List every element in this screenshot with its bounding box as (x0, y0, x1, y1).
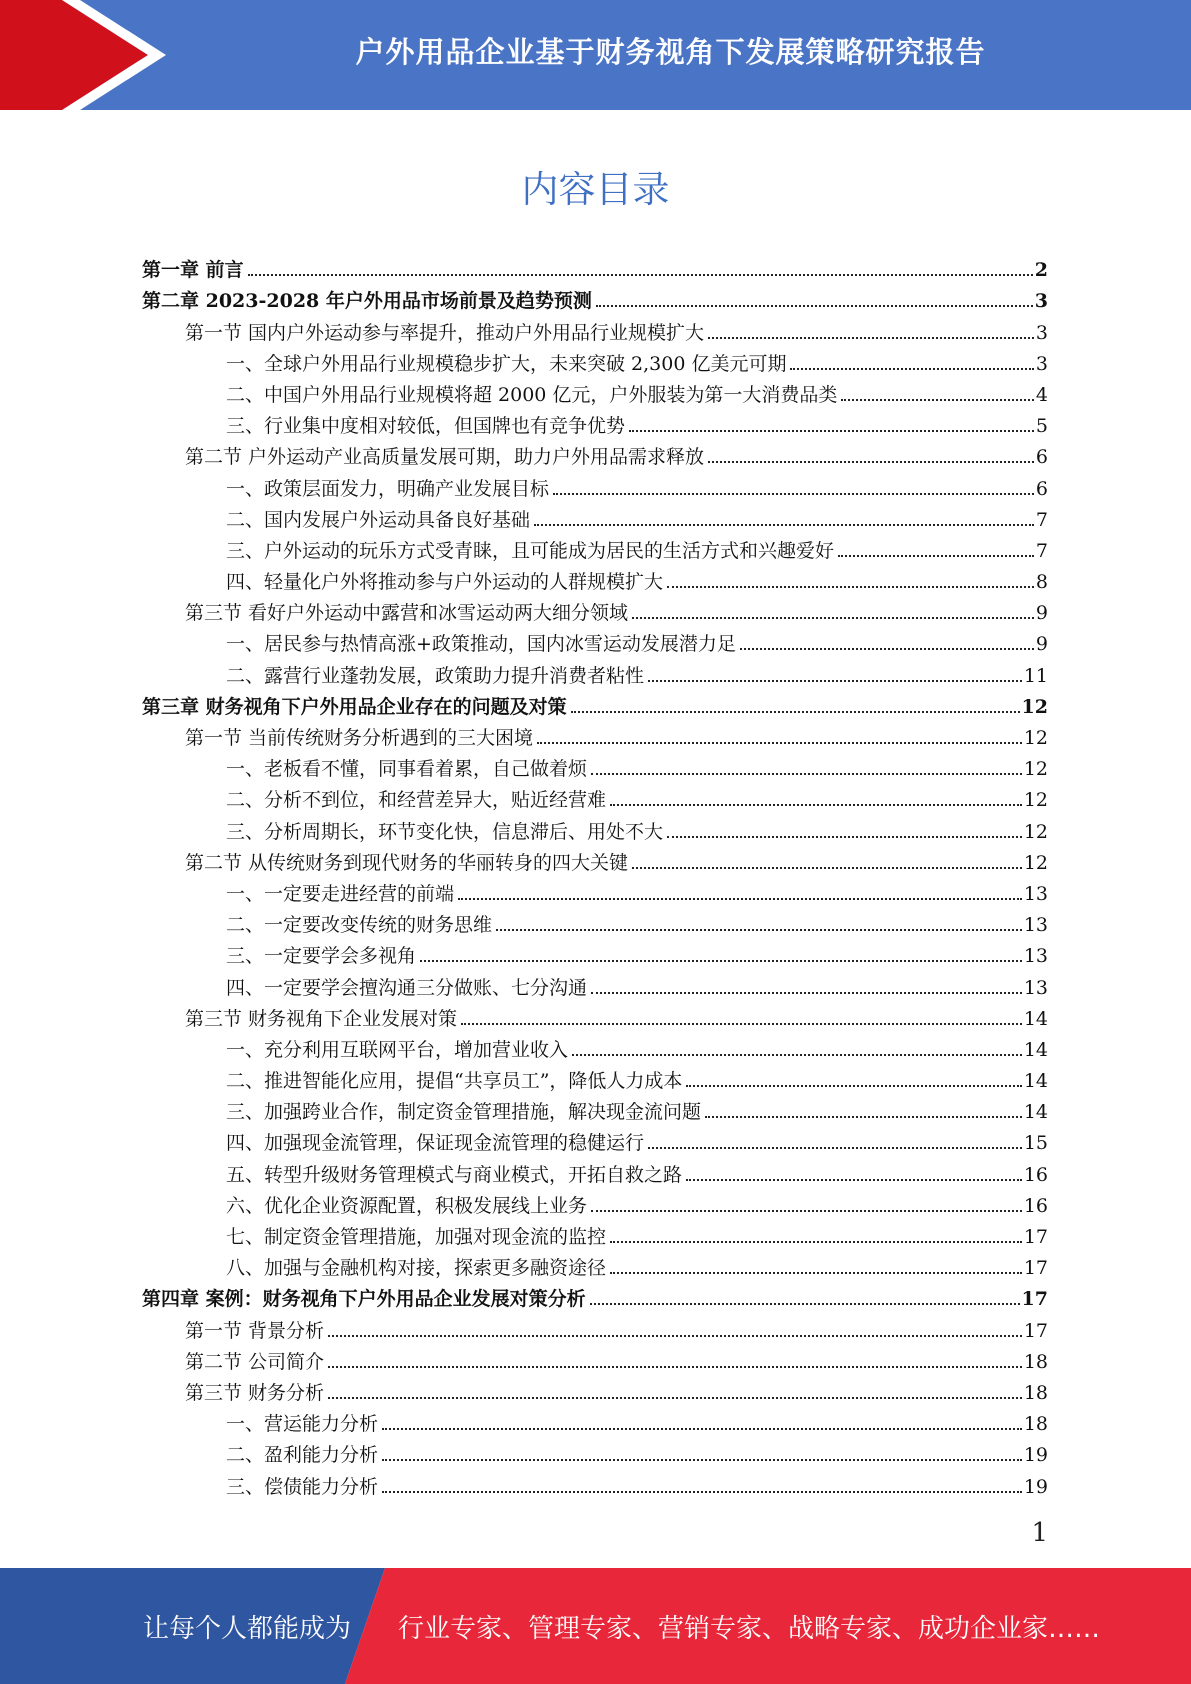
toc-leader-dots (629, 430, 1034, 432)
toc-leader-dots (708, 337, 1034, 339)
toc-leader-dots (708, 461, 1034, 463)
toc-leader-dots (610, 1241, 1022, 1243)
toc-leader-dots (667, 836, 1022, 838)
toc-entry-page: 5 (1035, 415, 1048, 438)
toc-entry-page: 13 (1023, 882, 1048, 905)
toc-entry-label: 六、优化企业资源配置，积极发展线上业务 (226, 1194, 588, 1217)
toc-leader-dots (591, 992, 1022, 994)
toc-entry-page: 11 (1023, 664, 1048, 687)
footer-banner (0, 1568, 1191, 1684)
toc-entry[interactable] (142, 1035, 1048, 1066)
toc-entry-label: 第一章 前言 (142, 259, 244, 282)
toc-entry-page: 18 (1023, 1381, 1048, 1404)
toc-leader-dots (648, 1147, 1022, 1149)
toc-entry-page: 3 (1035, 352, 1048, 375)
toc-leader-dots (382, 1459, 1022, 1461)
toc-entry[interactable] (142, 411, 1048, 442)
toc-entry-page: 16 (1023, 1194, 1048, 1217)
toc-entry[interactable] (142, 1097, 1048, 1128)
toc-entry[interactable] (142, 754, 1048, 785)
toc-entry-label: 三、行业集中度相对较低，但国牌也有竞争优势 (226, 415, 626, 438)
toc-entry[interactable] (142, 941, 1048, 972)
toc-entry-page: 7 (1035, 508, 1048, 531)
toc-entry[interactable] (142, 442, 1048, 473)
toc-entry-page: 14 (1023, 1101, 1048, 1124)
toc-entry-label: 第三节 财务分析 (185, 1381, 325, 1404)
toc-entry-label: 三、一定要学会多视角 (226, 945, 417, 968)
toc-leader-dots (686, 1179, 1022, 1181)
footer-slogan-right: 行业专家、管理专家、营销专家、战略专家、成功企业家…… (398, 1613, 1101, 1644)
toc-entry-page: 9 (1035, 602, 1048, 625)
toc-entry-label: 三、户外运动的玩乐方式受青睐，且可能成为居民的生活方式和兴趣爱好 (226, 539, 835, 562)
toc-entry-page: 16 (1023, 1163, 1048, 1186)
toc-leader-dots (667, 586, 1034, 588)
toc-entry-page: 6 (1035, 446, 1048, 469)
toc-leader-dots (537, 742, 1022, 744)
toc-entry-label: 七、制定资金管理措施，加强对现金流的监控 (226, 1226, 607, 1248)
toc-entry-page: 17 (1021, 1288, 1048, 1311)
toc-entry[interactable] (142, 910, 1048, 941)
toc-entry-label: 一、营运能力分析 (226, 1413, 379, 1436)
toc-leader-dots (740, 648, 1034, 650)
toc-entry-page: 4 (1035, 383, 1048, 406)
toc-entry-page: 2 (1034, 259, 1048, 282)
document-title: 户外用品企业基于财务视角下发展策略研究报告 (355, 34, 986, 69)
toc-entry[interactable] (142, 1004, 1048, 1035)
toc-entry-page: 12 (1023, 789, 1048, 812)
toc-entry-page: 15 (1023, 1132, 1048, 1155)
toc-entry-label: 第三节 看好户外运动中露营和冰雪运动两大细分领域 (185, 602, 629, 625)
toc-leader-dots (248, 274, 1033, 276)
toc-entry-label: 第二章 2023-2028 年户外用品市场前景及趋势预测 (142, 290, 592, 313)
toc-entry[interactable] (142, 816, 1048, 847)
toc-leader-dots (461, 1023, 1022, 1025)
toc-leader-dots (420, 960, 1022, 962)
toc-entry[interactable] (142, 1409, 1048, 1440)
toc-entry-page: 19 (1023, 1444, 1048, 1467)
toc-leader-dots (610, 1272, 1022, 1274)
toc-leader-dots (686, 1085, 1021, 1087)
toc-entry-label: 第二节 从传统财务到现代财务的华丽转身的四大关键 (185, 851, 629, 874)
toc-entry[interactable] (142, 1128, 1048, 1159)
header-banner (0, 0, 1191, 110)
toc-entry-label: 第一节 当前传统财务分析遇到的三大困境 (185, 727, 534, 749)
toc-entry-page: 18 (1023, 1413, 1048, 1436)
toc-entry-page: 12 (1023, 851, 1048, 874)
toc-entry[interactable] (142, 660, 1048, 691)
toc-entry-label: 第二节 户外运动产业高质量发展可期，助力户外用品需求释放 (185, 446, 705, 469)
toc-entry-page: 17 (1023, 1226, 1048, 1248)
toc-entry[interactable] (142, 349, 1048, 380)
toc-entry-label: 一、全球户外用品行业规模稳步扩大，未来突破 2,300 亿美元可期 (226, 352, 787, 375)
toc-entry-page: 14 (1023, 1007, 1048, 1030)
toc-leader-dots (572, 1054, 1022, 1056)
toc-entry-label: 一、一定要走进经营的前端 (226, 882, 455, 905)
toc-leader-dots (838, 555, 1034, 557)
toc-leader-dots (632, 617, 1034, 619)
toc-leader-dots (328, 1335, 1022, 1337)
toc-entry-page: 18 (1023, 1350, 1048, 1373)
toc-entry[interactable] (142, 505, 1048, 536)
toc-entry-page: 7 (1035, 539, 1048, 562)
toc-entry[interactable] (142, 1222, 1048, 1253)
toc-entry-page: 13 (1023, 945, 1048, 968)
toc-entry-label: 四、加强现金流管理，保证现金流管理的稳健运行 (226, 1132, 645, 1155)
toc-leader-dots (591, 1210, 1022, 1212)
toc-leader-dots (591, 773, 1022, 775)
toc-entry[interactable] (142, 255, 1048, 286)
toc-entry-page: 19 (1023, 1475, 1048, 1498)
toc-leader-dots (553, 493, 1034, 495)
toc-entry-label: 八、加强与金融机构对接，探索更多融资途径 (226, 1257, 607, 1280)
toc-entry-label: 三、偿债能力分析 (226, 1475, 379, 1498)
toc-entry-label: 一、充分利用互联网平台，增加营业收入 (226, 1038, 569, 1061)
toc-entry-label: 二、中国户外用品行业规模将超 2000 亿元，户外服装为第一大消费品类 (226, 383, 838, 406)
toc-entry[interactable] (142, 1284, 1048, 1315)
toc-entry[interactable] (142, 1066, 1048, 1097)
toc-leader-dots (382, 1491, 1022, 1493)
toc-entry[interactable] (142, 286, 1048, 317)
toc-entry-label: 二、国内发展户外运动具备良好基础 (226, 508, 531, 531)
toc-leader-dots (590, 1303, 1020, 1305)
toc-entry-label: 二、分析不到位，和经营差异大，贴近经营难 (226, 789, 607, 812)
toc-entry-page: 9 (1035, 633, 1048, 656)
footer-slogan-left: 让每个人都能成为 (143, 1613, 352, 1644)
toc-leader-dots (705, 1116, 1022, 1118)
toc-entry-page: 13 (1023, 914, 1048, 937)
toc-entry-page: 14 (1023, 1038, 1048, 1061)
toc-entry-page: 12 (1023, 727, 1048, 749)
toc-leader-dots (534, 524, 1034, 526)
toc-entry-label: 五、转型升级财务管理模式与商业模式，开拓自救之路 (226, 1163, 683, 1186)
toc-entry-label: 三、加强跨业合作，制定资金管理措施，解决现金流问题 (226, 1101, 702, 1124)
toc-entry[interactable] (142, 1440, 1048, 1471)
toc-entry-label: 第一节 背景分析 (185, 1319, 325, 1342)
toc-entry[interactable] (142, 848, 1048, 879)
toc-leader-dots (596, 305, 1033, 307)
toc-entry-page: 12 (1023, 820, 1048, 843)
toc-entry-page: 3 (1034, 290, 1048, 313)
toc-entry[interactable] (142, 692, 1048, 723)
toc-leader-dots (328, 1397, 1022, 1399)
toc-entry[interactable] (142, 629, 1048, 660)
toc-entry-label: 第四章 案例：财务视角下户外用品企业发展对策分析 (142, 1288, 586, 1311)
toc-entry[interactable] (142, 1315, 1048, 1346)
toc-entry-label: 二、盈利能力分析 (226, 1444, 379, 1467)
toc-entry[interactable] (142, 972, 1048, 1003)
toc-entry[interactable] (142, 317, 1048, 348)
toc-entry-label: 一、政策层面发力，明确产业发展目标 (226, 477, 550, 500)
toc-entry-label: 一、老板看不懂，同事看着累，自己做着烦 (226, 758, 588, 781)
toc-entry-page: 3 (1035, 321, 1048, 344)
toc-leader-dots (632, 867, 1022, 869)
toc-leader-dots (328, 1366, 1022, 1368)
toc-entry-page: 12 (1021, 695, 1048, 718)
toc-entry[interactable] (142, 879, 1048, 910)
toc-entry-label: 二、推进智能化应用，提倡“共享员工”，降低人力成本 (226, 1070, 683, 1093)
toc-entry-label: 二、露营行业蓬勃发展，政策助力提升消费者粘性 (226, 664, 645, 687)
toc-heading: 内容目录 (521, 168, 670, 211)
toc-entry[interactable] (142, 785, 1048, 816)
toc-entry-page: 8 (1035, 571, 1048, 594)
toc-entry-label: 第二节 公司简介 (185, 1350, 325, 1373)
toc-entry[interactable] (142, 1253, 1048, 1284)
toc-entry[interactable] (142, 1378, 1048, 1409)
toc-entry-label: 四、轻量化户外将推动参与户外运动的人群规模扩大 (226, 571, 664, 594)
page-number: 1 (1031, 1518, 1048, 1548)
toc-leader-dots (496, 929, 1022, 931)
toc-entry-label: 三、分析周期长，环节变化快，信息滞后、用处不大 (226, 820, 664, 843)
toc-leader-dots (841, 399, 1033, 401)
toc-entry[interactable] (142, 1347, 1048, 1378)
toc-entry[interactable] (142, 1471, 1048, 1502)
toc-entry[interactable] (142, 567, 1048, 598)
toc-entry[interactable] (142, 380, 1048, 411)
toc-entry-page: 14 (1023, 1070, 1048, 1093)
toc-entry[interactable] (142, 598, 1048, 629)
toc-entry-label: 四、一定要学会擅沟通三分做账、七分沟通 (226, 976, 588, 999)
toc-entry[interactable] (142, 1159, 1048, 1190)
toc-entry-label: 一、居民参与热情高涨+政策推动，国内冰雪运动发展潜力足 (226, 633, 736, 656)
toc-entry[interactable] (142, 536, 1048, 567)
toc-leader-dots (610, 804, 1022, 806)
toc-entry[interactable] (142, 723, 1048, 754)
table-of-contents (142, 255, 1048, 1503)
toc-entry-label: 第一节 国内户外运动参与率提升，推动户外用品行业规模扩大 (185, 321, 705, 344)
toc-leader-dots (648, 680, 1022, 682)
toc-leader-dots (571, 711, 1020, 713)
toc-entry-page: 17 (1023, 1319, 1048, 1342)
toc-entry-page: 12 (1023, 758, 1048, 781)
toc-entry-page: 13 (1023, 976, 1048, 999)
toc-entry-page: 17 (1023, 1257, 1048, 1280)
toc-leader-dots (458, 898, 1022, 900)
toc-entry-label: 第三章 财务视角下户外用品企业存在的问题及对策 (142, 695, 567, 718)
toc-leader-dots (790, 368, 1033, 370)
toc-entry-label: 第三节 财务视角下企业发展对策 (185, 1007, 458, 1030)
toc-entry[interactable] (142, 1191, 1048, 1222)
toc-entry-label: 二、一定要改变传统的财务思维 (226, 914, 493, 937)
toc-entry-page: 6 (1035, 477, 1048, 500)
toc-leader-dots (382, 1428, 1022, 1430)
toc-entry[interactable] (142, 473, 1048, 504)
